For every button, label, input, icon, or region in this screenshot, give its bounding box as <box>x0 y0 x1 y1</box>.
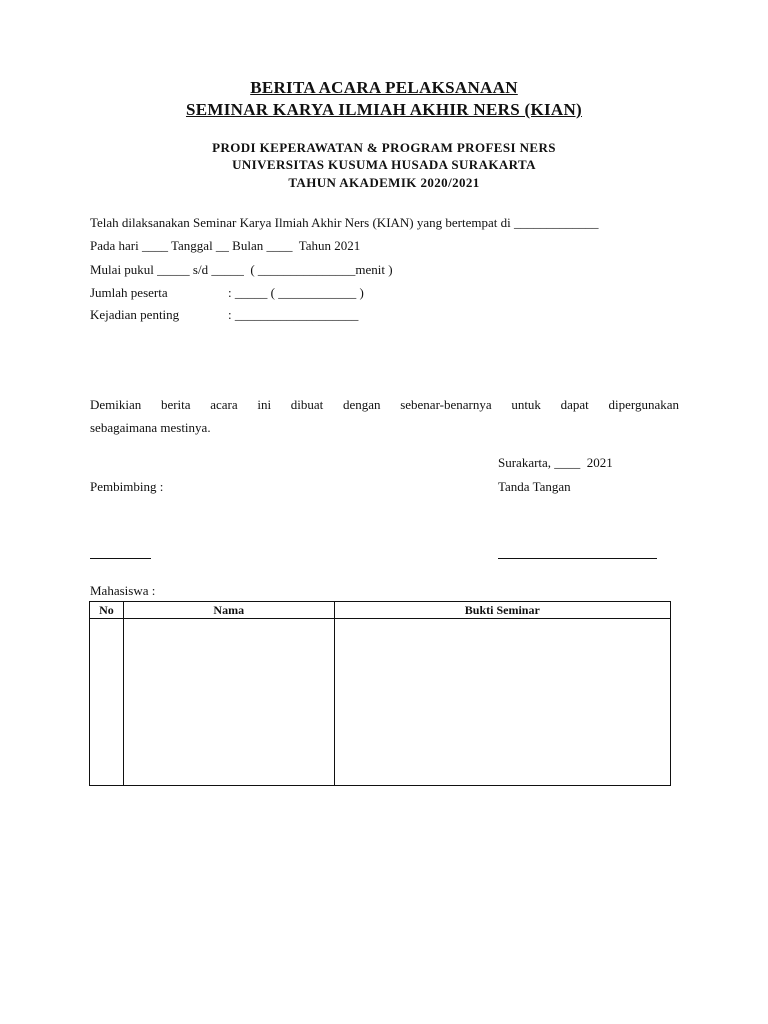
column-header-bukti-seminar: Bukti Seminar <box>334 602 670 619</box>
time-line: Mulai pukul _____ s/d _____ ( _______________menit ) <box>90 262 393 277</box>
signature-place-date: Surakarta, ____ 2021 <box>498 455 613 470</box>
students-label: Mahasiswa : <box>90 583 156 598</box>
cell-no <box>90 619 124 786</box>
table-header-row <box>90 602 671 619</box>
participants-label: Jumlah peserta <box>90 285 168 300</box>
location-line: Telah dilaksanakan Seminar Karya Ilmiah Akhir Ners (KIAN) yang bertempat di _____________ <box>90 215 599 230</box>
incident-value: : ___________________ <box>228 307 359 322</box>
academic-year: TAHUN AKADEMIK 2020/2021 <box>288 175 480 190</box>
cell-nama <box>123 619 334 786</box>
signature-label: Tanda Tangan <box>498 479 571 494</box>
supervisor-label: Pembimbing : <box>90 479 164 494</box>
institution-university: UNIVERSITAS KUSUMA HUSADA SURAKARTA <box>232 157 536 172</box>
incident-label: Kejadian penting <box>90 307 180 322</box>
participants-value: : _____ ( ____________ ) <box>228 285 364 300</box>
institution-program: PRODI KEPERAWATAN & PROGRAM PROFESI NERS <box>212 140 556 155</box>
document-title-line-2: SEMINAR KARYA ILMIAH AKHIR NERS (KIAN) <box>185 100 583 119</box>
cell-bukti-seminar <box>334 619 670 786</box>
closing-statement-line-2: sebagaimana mestinya. <box>90 420 211 435</box>
closing-statement-line-1: Demikian berita acara ini dibuat dengan sebenar-benarnya untuk dapat dipergunakan <box>90 397 679 412</box>
signature-line <box>498 558 657 559</box>
date-line: Pada hari ____ Tanggal __ Bulan ____ Tahun 2021 <box>90 238 361 253</box>
column-header-nama: Nama <box>123 602 334 619</box>
supervisor-signature-line <box>90 558 151 559</box>
students-table <box>89 601 671 786</box>
column-header-no: No <box>90 602 124 619</box>
document-title-line-1: BERITA ACARA PELAKSANAAN <box>250 78 518 97</box>
table-row <box>90 619 671 786</box>
